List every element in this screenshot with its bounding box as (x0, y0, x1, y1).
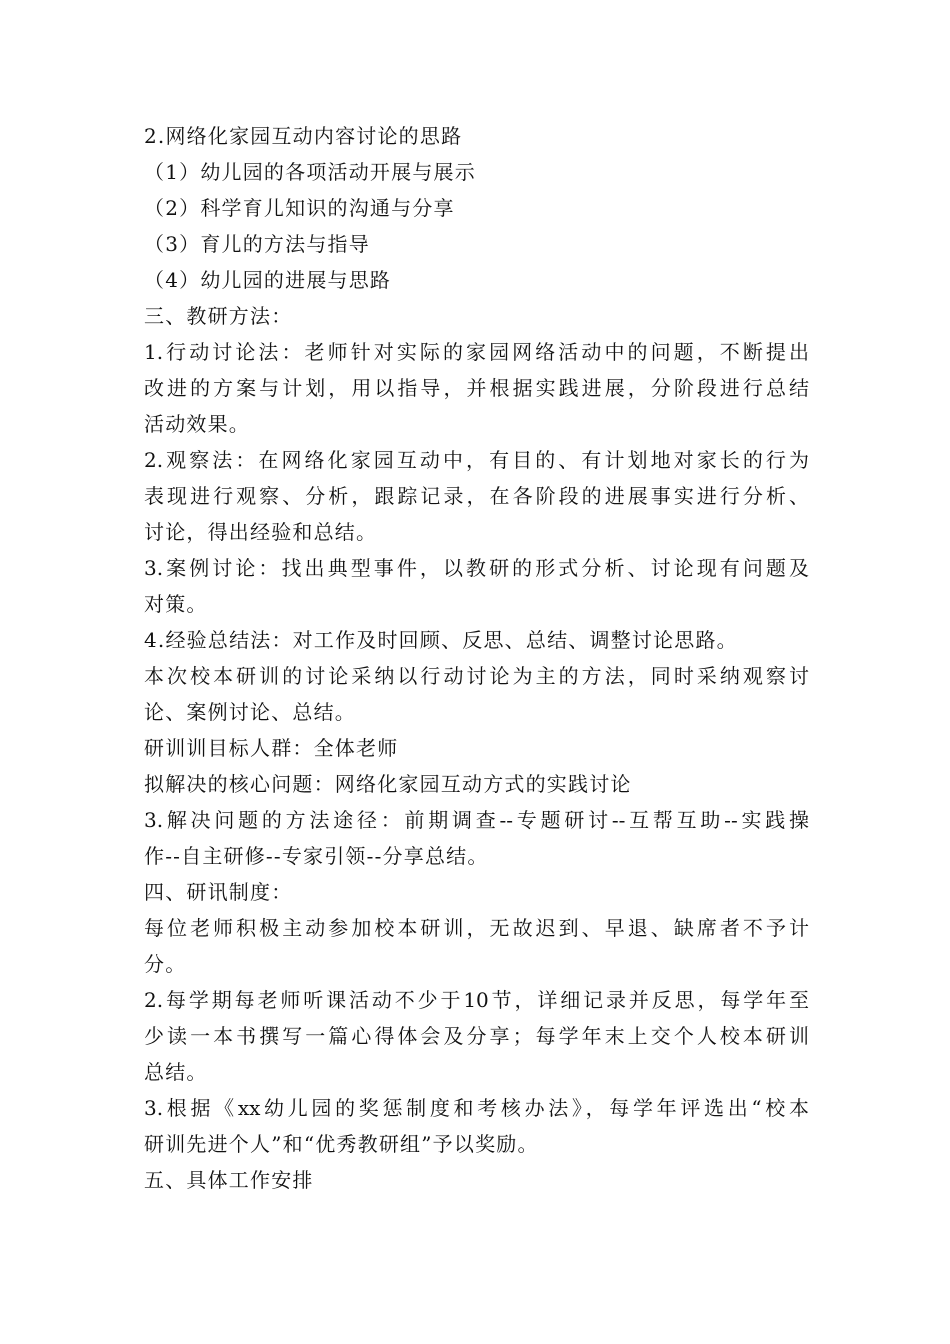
list-item: （2）科学育儿知识的沟通与分享 (144, 196, 455, 220)
paragraph-line: 3.根据《xx幼儿园的奖惩制度和考核办法》，每学年评选出“校本 (144, 1096, 809, 1120)
list-item: （4）幼儿园的进展与思路 (144, 268, 392, 292)
paragraph-line: 本次校本研训的讨论采纳以行动讨论为主的方法，同时采纳观察讨 (144, 664, 809, 688)
paragraph-line: 2.观察法：在网络化家园互动中，有目的、有计划地对家长的行为 (144, 448, 809, 472)
document-body (144, 118, 809, 1198)
paragraph-line: 研训训目标人群：全体老师 (144, 736, 399, 760)
paragraph-line: 对策。 (144, 592, 208, 616)
paragraph-line: 作--自主研修--专家引领--分享总结。 (144, 844, 489, 868)
paragraph-line: 讨论，得出经验和总结。 (144, 520, 378, 544)
list-item: （3）育儿的方法与指导 (144, 232, 370, 256)
paragraph-line: 3.解决问题的方法途径：前期调查--专题研讨--互帮互助--实践操 (144, 808, 809, 832)
paragraph-line: 2.每学期每老师听课活动不少于10节，详细记录并反思，每学年至 (144, 988, 809, 1012)
paragraph-line: 1.行动讨论法：老师针对实际的家园网络活动中的问题，不断提出 (144, 340, 809, 364)
paragraph-line: 改进的方案与计划，用以指导，并根据实践进展，分阶段进行总结 (144, 376, 809, 400)
paragraph-line: 分。 (144, 952, 187, 976)
paragraph-line: 拟解决的核心问题：网络化家园互动方式的实践讨论 (144, 772, 632, 796)
paragraph-line: 活动效果。 (144, 412, 250, 436)
section-heading: 三、教研方法： (144, 304, 293, 328)
section-heading: 五、具体工作安排 (144, 1168, 314, 1192)
section-heading: 2.网络化家园互动内容讨论的思路 (144, 124, 463, 148)
paragraph-line: 研训先进个人”和“优秀教研组”予以奖励。 (144, 1132, 539, 1156)
section-heading: 四、研讯制度： (144, 880, 293, 904)
list-item: （1）幼儿园的各项活动开展与展示 (144, 160, 476, 184)
paragraph-line: 表现进行观察、分析，跟踪记录，在各阶段的进展事实进行分析、 (144, 484, 809, 508)
paragraph-line: 3.案例讨论：找出典型事件，以教研的形式分析、讨论现有问题及 (144, 556, 809, 580)
paragraph-line: 论、案例讨论、总结。 (144, 700, 356, 724)
paragraph-line: 每位老师积极主动参加校本研训，无故迟到、早退、缺席者不予计 (144, 916, 809, 940)
paragraph-line: 总结。 (144, 1060, 208, 1084)
paragraph-line: 4.经验总结法：对工作及时回顾、反思、总结、调整讨论思路。 (144, 628, 738, 652)
paragraph-line: 少读一本书撰写一篇心得体会及分享；每学年末上交个人校本研训 (144, 1024, 809, 1048)
